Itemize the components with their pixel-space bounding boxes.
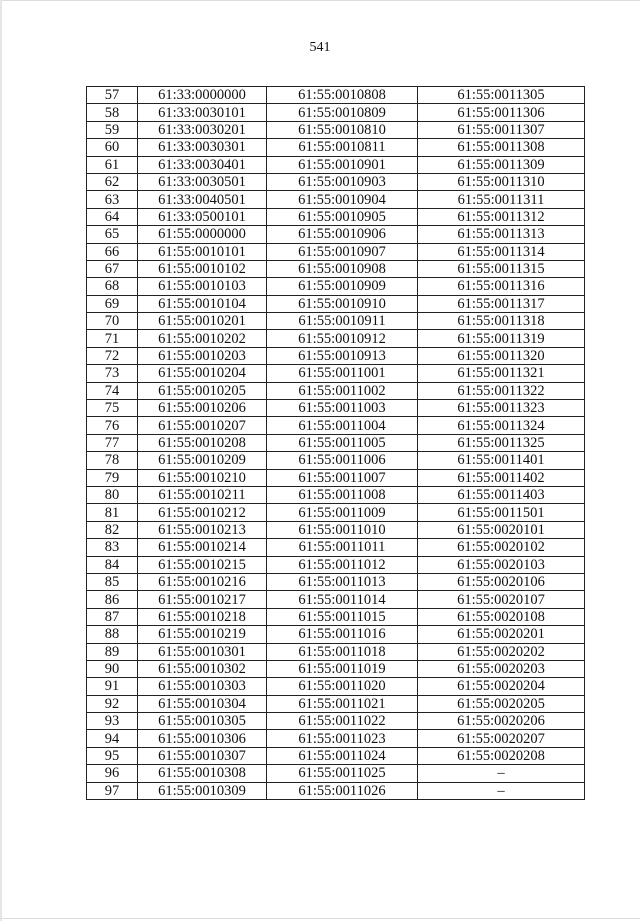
- table-row: [87, 121, 585, 138]
- cadastral-cell-col3: 61:55:0011309: [418, 156, 585, 173]
- cadastral-cell-col3: 61:55:0011402: [418, 469, 585, 486]
- cadastral-cell-col3: 61:55:0020201: [418, 626, 585, 643]
- table-row: [87, 400, 585, 417]
- table-row: [87, 365, 585, 382]
- row-number-cell: 77: [87, 434, 138, 451]
- cadastral-cell-col3: 61:55:0011315: [418, 260, 585, 277]
- cadastral-cell-col1: 61:55:0010213: [138, 521, 267, 538]
- row-number-cell: 79: [87, 469, 138, 486]
- cadastral-cell-col1: 61:55:0010309: [138, 782, 267, 799]
- table-row: [87, 782, 585, 799]
- cadastral-cell-col3: 61:55:0011403: [418, 486, 585, 503]
- table-row: [87, 156, 585, 173]
- cadastral-cell-col2: 61:55:0011018: [267, 643, 418, 660]
- table-row: [87, 521, 585, 538]
- cadastral-cell-col3: 61:55:0011307: [418, 121, 585, 138]
- row-number-cell: 89: [87, 643, 138, 660]
- cadastral-cell-col1: 61:55:0010304: [138, 695, 267, 712]
- cadastral-cell-col2: 61:55:0011004: [267, 417, 418, 434]
- cadastral-cell-col1: 61:55:0010209: [138, 452, 267, 469]
- cadastral-cell-col2: 61:55:0010904: [267, 191, 418, 208]
- cadastral-cell-col3: 61:55:0011305: [418, 87, 585, 104]
- cadastral-cell-col3: 61:55:0011314: [418, 243, 585, 260]
- cadastral-cell-col1: 61:55:0010216: [138, 573, 267, 590]
- cadastral-cell-col3: 61:55:0011323: [418, 400, 585, 417]
- cadastral-cell-col3: 61:55:0011318: [418, 313, 585, 330]
- row-number-cell: 80: [87, 486, 138, 503]
- cadastral-cell-col1: 61:55:0000000: [138, 226, 267, 243]
- cadastral-cell-col2: 61:55:0010810: [267, 121, 418, 138]
- cadastral-cell-col3: 61:55:0011317: [418, 295, 585, 312]
- cadastral-cell-col1: 61:55:0010307: [138, 747, 267, 764]
- table-body: [87, 87, 585, 800]
- cadastral-cell-col3: 61:55:0020208: [418, 747, 585, 764]
- table-row: [87, 434, 585, 451]
- table-row: [87, 730, 585, 747]
- cadastral-cell-col2: 61:55:0011020: [267, 678, 418, 695]
- cadastral-cell-col1: 61:55:0010103: [138, 278, 267, 295]
- cadastral-cell-col2: 61:55:0010912: [267, 330, 418, 347]
- cadastral-cell-col1: 61:55:0010104: [138, 295, 267, 312]
- table-row: [87, 278, 585, 295]
- cadastral-cell-col1: 61:55:0010219: [138, 626, 267, 643]
- row-number-cell: 65: [87, 226, 138, 243]
- table-row: [87, 713, 585, 730]
- table-row: [87, 556, 585, 573]
- cadastral-cell-col2: 61:55:0011022: [267, 713, 418, 730]
- cadastral-cell-col3: 61:55:0011501: [418, 504, 585, 521]
- cadastral-cell-col1: 61:55:0010306: [138, 730, 267, 747]
- cadastral-cell-col2: 61:55:0010906: [267, 226, 418, 243]
- cadastral-cell-col3: 61:55:0020204: [418, 678, 585, 695]
- cadastral-cell-col1: 61:55:0010217: [138, 591, 267, 608]
- cadastral-cell-col3: 61:55:0011313: [418, 226, 585, 243]
- row-number-cell: 90: [87, 660, 138, 677]
- cadastral-cell-col2: 61:55:0010908: [267, 260, 418, 277]
- table-row: [87, 660, 585, 677]
- table-row: [87, 260, 585, 277]
- cadastral-cell-col3: 61:55:0020102: [418, 539, 585, 556]
- table-row: [87, 330, 585, 347]
- cadastral-cell-col1: 61:33:0030401: [138, 156, 267, 173]
- row-number-cell: 95: [87, 747, 138, 764]
- cadastral-cell-col1: 61:55:0010203: [138, 347, 267, 364]
- row-number-cell: 78: [87, 452, 138, 469]
- row-number-cell: 66: [87, 243, 138, 260]
- cadastral-cell-col1: 61:55:0010207: [138, 417, 267, 434]
- cadastral-cell-col1: 61:33:0030501: [138, 173, 267, 190]
- cadastral-cell-col2: 61:55:0010903: [267, 173, 418, 190]
- cadastral-cell-col2: 61:55:0011021: [267, 695, 418, 712]
- row-number-cell: 67: [87, 260, 138, 277]
- cadastral-cell-col3: 61:55:0020206: [418, 713, 585, 730]
- row-number-cell: 75: [87, 400, 138, 417]
- table-row: [87, 504, 585, 521]
- row-number-cell: 68: [87, 278, 138, 295]
- row-number-cell: 72: [87, 347, 138, 364]
- cadastral-cell-col3: 61:55:0011306: [418, 104, 585, 121]
- row-number-cell: 81: [87, 504, 138, 521]
- cadastral-cell-col3: 61:55:0011324: [418, 417, 585, 434]
- row-number-cell: 62: [87, 173, 138, 190]
- cadastral-cell-col2: 61:55:0011005: [267, 434, 418, 451]
- table-row: [87, 626, 585, 643]
- cadastral-cell-col2: 61:55:0011019: [267, 660, 418, 677]
- cadastral-cell-col2: 61:55:0010907: [267, 243, 418, 260]
- row-number-cell: 82: [87, 521, 138, 538]
- cadastral-cell-col2: 61:55:0010905: [267, 208, 418, 225]
- cadastral-cell-col2: 61:55:0011015: [267, 608, 418, 625]
- table-row: [87, 765, 585, 782]
- cadastral-cell-col2: 61:55:0010911: [267, 313, 418, 330]
- cadastral-cell-col1: 61:55:0010205: [138, 382, 267, 399]
- cadastral-cell-col3: 61:55:0011319: [418, 330, 585, 347]
- table-row: [87, 695, 585, 712]
- cadastral-number-table: [86, 86, 585, 800]
- row-number-cell: 96: [87, 765, 138, 782]
- cadastral-cell-col2: 61:55:0010909: [267, 278, 418, 295]
- table-row: [87, 313, 585, 330]
- cadastral-cell-col1: 61:55:0010102: [138, 260, 267, 277]
- row-number-cell: 57: [87, 87, 138, 104]
- cadastral-cell-col2: 61:55:0011007: [267, 469, 418, 486]
- row-number-cell: 93: [87, 713, 138, 730]
- table-row: [87, 243, 585, 260]
- row-number-cell: 83: [87, 539, 138, 556]
- row-number-cell: 60: [87, 139, 138, 156]
- page-number: 541: [309, 40, 331, 55]
- cadastral-cell-col3: 61:55:0020103: [418, 556, 585, 573]
- scan-edge-top: [0, 0, 640, 1]
- cadastral-cell-col3: 61:55:0011316: [418, 278, 585, 295]
- row-number-cell: 70: [87, 313, 138, 330]
- row-number-cell: 71: [87, 330, 138, 347]
- cadastral-cell-col2: 61:55:0011023: [267, 730, 418, 747]
- cadastral-cell-col3: 61:55:0011312: [418, 208, 585, 225]
- row-number-cell: 74: [87, 382, 138, 399]
- cadastral-cell-col2: 61:55:0010901: [267, 156, 418, 173]
- table-row: [87, 539, 585, 556]
- table-row: [87, 173, 585, 190]
- cadastral-cell-col3: 61:55:0011321: [418, 365, 585, 382]
- cadastral-cell-col2: 61:55:0011002: [267, 382, 418, 399]
- cadastral-cell-col1: 61:33:0030201: [138, 121, 267, 138]
- cadastral-cell-col2: 61:55:0010811: [267, 139, 418, 156]
- cadastral-cell-col1: 61:55:0010212: [138, 504, 267, 521]
- row-number-cell: 63: [87, 191, 138, 208]
- cadastral-cell-col2: 61:55:0011003: [267, 400, 418, 417]
- row-number-cell: 94: [87, 730, 138, 747]
- cadastral-cell-col1: 61:55:0010201: [138, 313, 267, 330]
- cadastral-cell-col1: 61:55:0010301: [138, 643, 267, 660]
- table-row: [87, 643, 585, 660]
- cadastral-cell-col1: 61:33:0000000: [138, 87, 267, 104]
- cadastral-cell-col3: 61:55:0020202: [418, 643, 585, 660]
- cadastral-cell-col2: 61:55:0011001: [267, 365, 418, 382]
- table-row: [87, 104, 585, 121]
- scan-edge-left: [0, 0, 2, 921]
- cadastral-cell-col1: 61:55:0010202: [138, 330, 267, 347]
- cadastral-cell-col1: 61:33:0030301: [138, 139, 267, 156]
- table-row: [87, 608, 585, 625]
- table-row: [87, 452, 585, 469]
- cadastral-cell-col1: 61:33:0040501: [138, 191, 267, 208]
- row-number-cell: 92: [87, 695, 138, 712]
- cadastral-cell-col2: 61:55:0011012: [267, 556, 418, 573]
- table-row: [87, 417, 585, 434]
- row-number-cell: 86: [87, 591, 138, 608]
- cadastral-cell-col1: 61:55:0010215: [138, 556, 267, 573]
- row-number-cell: 97: [87, 782, 138, 799]
- cadastral-cell-col2: 61:55:0011011: [267, 539, 418, 556]
- cadastral-cell-col3: 61:55:0011310: [418, 173, 585, 190]
- cadastral-cell-col2: 61:55:0011025: [267, 765, 418, 782]
- cadastral-cell-col2: 61:55:0011016: [267, 626, 418, 643]
- scan-edge-bottom: [0, 918, 640, 919]
- cadastral-cell-col3: 61:55:0020205: [418, 695, 585, 712]
- cadastral-cell-col2: 61:55:0011009: [267, 504, 418, 521]
- cadastral-cell-col2: 61:55:0011010: [267, 521, 418, 538]
- cadastral-cell-col1: 61:55:0010214: [138, 539, 267, 556]
- cadastral-cell-col1: 61:55:0010206: [138, 400, 267, 417]
- cadastral-cell-col3: 61:55:0011325: [418, 434, 585, 451]
- cadastral-cell-col2: 61:55:0010910: [267, 295, 418, 312]
- cadastral-cell-col3: 61:55:0011308: [418, 139, 585, 156]
- cadastral-cell-col1: 61:55:0010210: [138, 469, 267, 486]
- cadastral-cell-col2: 61:55:0011026: [267, 782, 418, 799]
- table-row: [87, 747, 585, 764]
- cadastral-cell-col1: 61:55:0010302: [138, 660, 267, 677]
- row-number-cell: 73: [87, 365, 138, 382]
- cadastral-cell-col1: 61:55:0010305: [138, 713, 267, 730]
- cadastral-cell-col3: 61:55:0020101: [418, 521, 585, 538]
- row-number-cell: 76: [87, 417, 138, 434]
- cadastral-cell-col3: 61:55:0020203: [418, 660, 585, 677]
- row-number-cell: 58: [87, 104, 138, 121]
- table-row: [87, 382, 585, 399]
- table-row: [87, 347, 585, 364]
- row-number-cell: 85: [87, 573, 138, 590]
- cadastral-cell-col3: 61:55:0011322: [418, 382, 585, 399]
- cadastral-cell-col2: 61:55:0010913: [267, 347, 418, 364]
- cadastral-cell-col1: 61:55:0010204: [138, 365, 267, 382]
- cadastral-cell-col1: 61:33:0030101: [138, 104, 267, 121]
- cadastral-cell-col2: 61:55:0011014: [267, 591, 418, 608]
- cadastral-cell-col2: 61:55:0011006: [267, 452, 418, 469]
- table-row: [87, 469, 585, 486]
- cadastral-cell-col3: 61:55:0011401: [418, 452, 585, 469]
- cadastral-cell-col3: –: [418, 782, 585, 799]
- cadastral-cell-col3: 61:55:0020108: [418, 608, 585, 625]
- cadastral-cell-col3: 61:55:0020106: [418, 573, 585, 590]
- table-row: [87, 295, 585, 312]
- cadastral-cell-col1: 61:55:0010303: [138, 678, 267, 695]
- table-row: [87, 226, 585, 243]
- cadastral-cell-col3: 61:55:0020207: [418, 730, 585, 747]
- row-number-cell: 91: [87, 678, 138, 695]
- cadastral-cell-col3: 61:55:0020107: [418, 591, 585, 608]
- cadastral-cell-col1: 61:33:0500101: [138, 208, 267, 225]
- cadastral-cell-col2: 61:55:0011008: [267, 486, 418, 503]
- row-number-cell: 87: [87, 608, 138, 625]
- row-number-cell: 84: [87, 556, 138, 573]
- row-number-cell: 59: [87, 121, 138, 138]
- cadastral-cell-col1: 61:55:0010101: [138, 243, 267, 260]
- table-row: [87, 573, 585, 590]
- cadastral-cell-col2: 61:55:0010809: [267, 104, 418, 121]
- cadastral-cell-col2: 61:55:0011024: [267, 747, 418, 764]
- cadastral-cell-col1: 61:55:0010211: [138, 486, 267, 503]
- row-number-cell: 69: [87, 295, 138, 312]
- cadastral-cell-col3: 61:55:0011320: [418, 347, 585, 364]
- row-number-cell: 64: [87, 208, 138, 225]
- cadastral-cell-col3: 61:55:0011311: [418, 191, 585, 208]
- row-number-cell: 88: [87, 626, 138, 643]
- row-number-cell: 61: [87, 156, 138, 173]
- cadastral-cell-col2: 61:55:0011013: [267, 573, 418, 590]
- cadastral-cell-col3: –: [418, 765, 585, 782]
- table-row: [87, 191, 585, 208]
- table-row: [87, 591, 585, 608]
- table-row: [87, 208, 585, 225]
- cadastral-cell-col1: 61:55:0010208: [138, 434, 267, 451]
- cadastral-cell-col2: 61:55:0010808: [267, 87, 418, 104]
- table-row: [87, 87, 585, 104]
- table-row: [87, 678, 585, 695]
- cadastral-cell-col1: 61:55:0010218: [138, 608, 267, 625]
- cadastral-cell-col1: 61:55:0010308: [138, 765, 267, 782]
- table-row: [87, 139, 585, 156]
- table-row: [87, 486, 585, 503]
